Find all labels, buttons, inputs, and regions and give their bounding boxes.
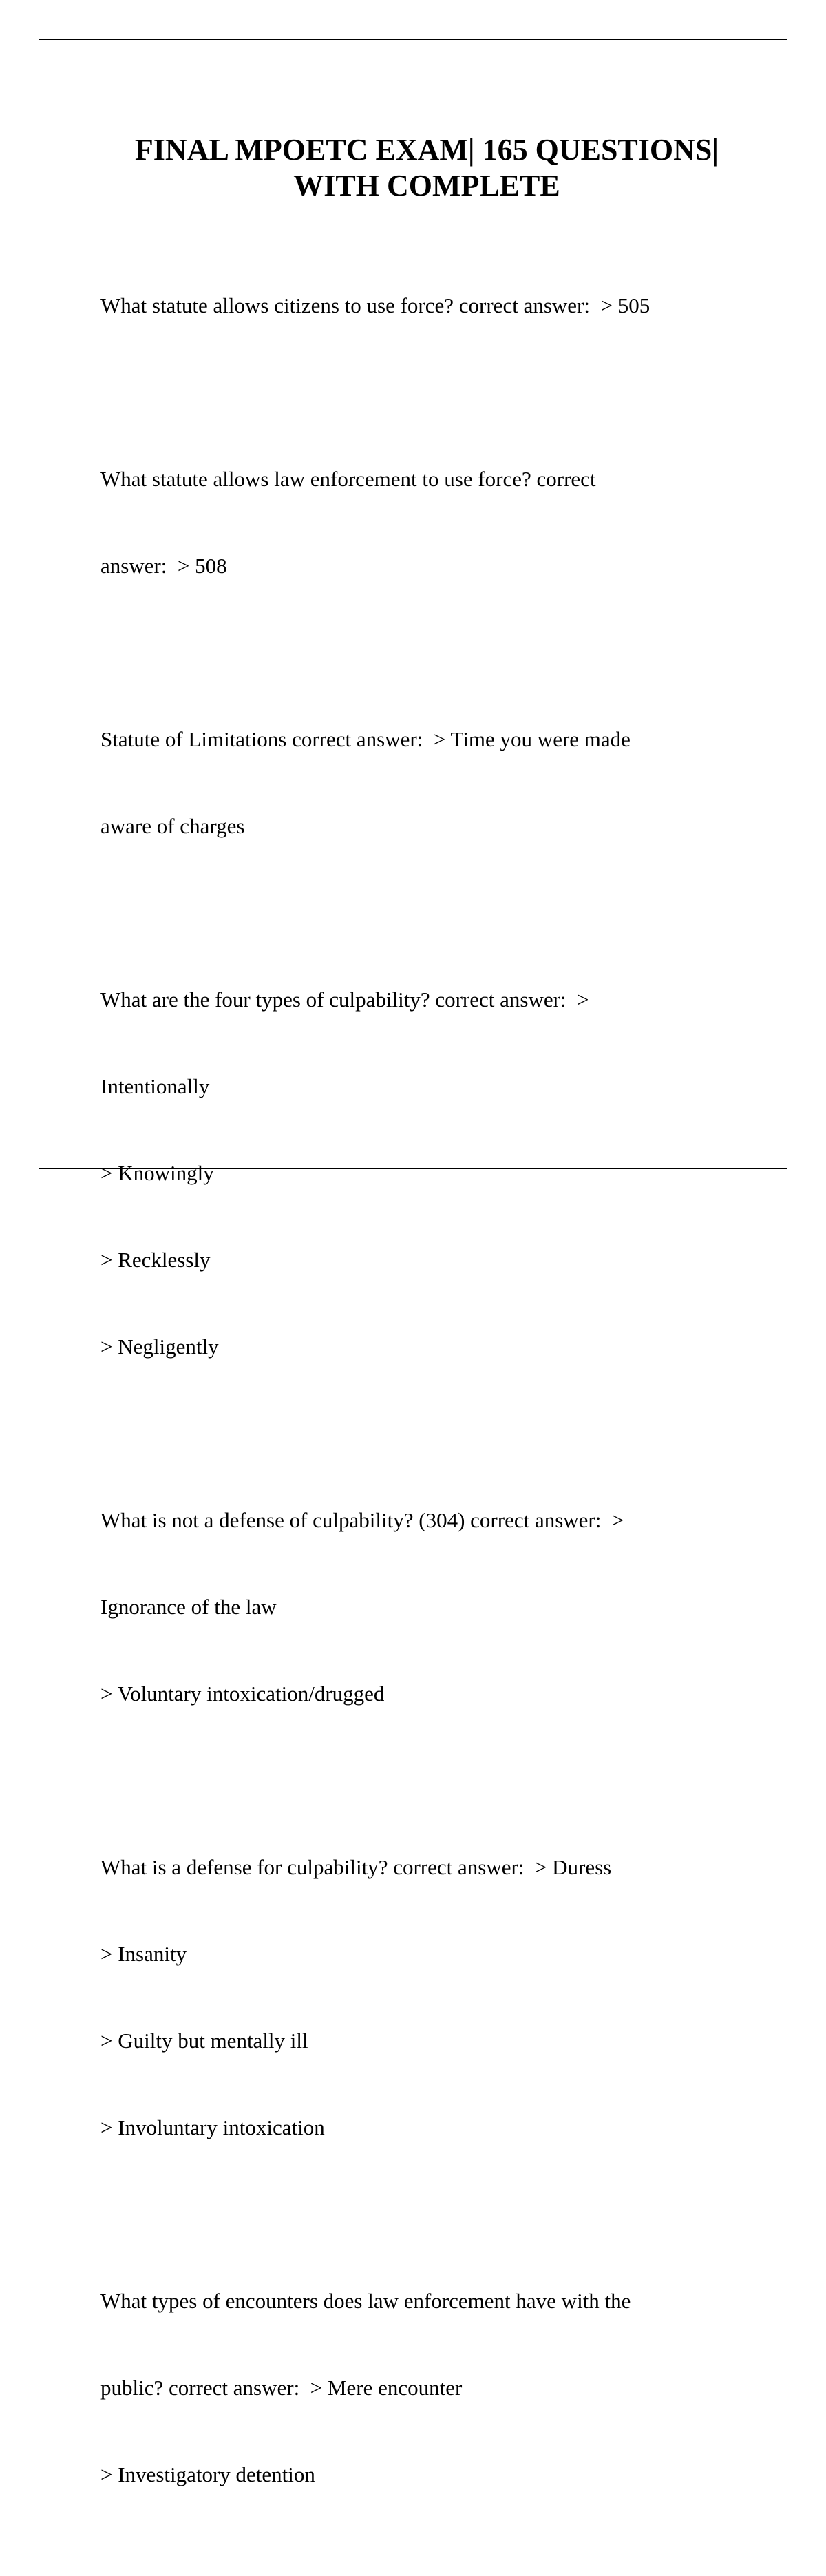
title-line-1: FINAL MPOETC EXAM| 165 QUESTIONS| [134, 133, 719, 167]
qa-item-1 [100, 233, 761, 378]
qa-item-7 [100, 2229, 761, 2547]
qa-item-6 [100, 1795, 761, 2200]
qa-line: > Investigatory detention [100, 2462, 315, 2486]
qa-line: > Involuntary intoxication [100, 2115, 325, 2139]
qa-line: > Negligently [100, 1334, 219, 1359]
qa-line: What is a defense for culpability? correct answer: > Duress [100, 1855, 612, 1879]
document-title [69, 132, 785, 204]
qa-line: What are the four types of culpability? correct answer: > [100, 987, 589, 1012]
qa-line: Intentionally [100, 1074, 210, 1098]
qa-item-3 [100, 667, 761, 899]
qa-item-5 [100, 1448, 761, 1766]
qa-line: Ignorance of the law [100, 1595, 277, 1619]
qa-item-4 [100, 928, 761, 1419]
qa-line: answer: > 508 [100, 554, 227, 578]
qa-line: What statute allows citizens to use force? correct answer: > 505 [100, 293, 650, 317]
qa-line: public? correct answer: > Mere encounter [100, 2376, 463, 2400]
qa-line: What statute allows law enforcement to use force? correct [100, 467, 596, 491]
qa-line: > Guilty but mentally ill [100, 2029, 308, 2053]
qa-line: What types of encounters does law enforcement have with the [100, 2289, 631, 2313]
qa-item-2 [100, 407, 761, 638]
title-line-2: WITH COMPLETE [293, 169, 560, 202]
qa-line: aware of charges [100, 814, 245, 838]
qa-line: What is not a defense of culpability? (304) correct answer: > [100, 1508, 624, 1532]
header-rule [39, 39, 787, 40]
qa-line: Statute of Limitations correct answer: > Time you were made [100, 727, 631, 751]
qa-list [100, 233, 761, 2576]
qa-line: > Recklessly [100, 1248, 211, 1272]
qa-line: > Knowingly [100, 1161, 214, 1185]
footer-rule [39, 1168, 787, 1169]
qa-line: > Insanity [100, 1942, 187, 1966]
qa-line: > Voluntary intoxication/drugged [100, 1682, 385, 1706]
